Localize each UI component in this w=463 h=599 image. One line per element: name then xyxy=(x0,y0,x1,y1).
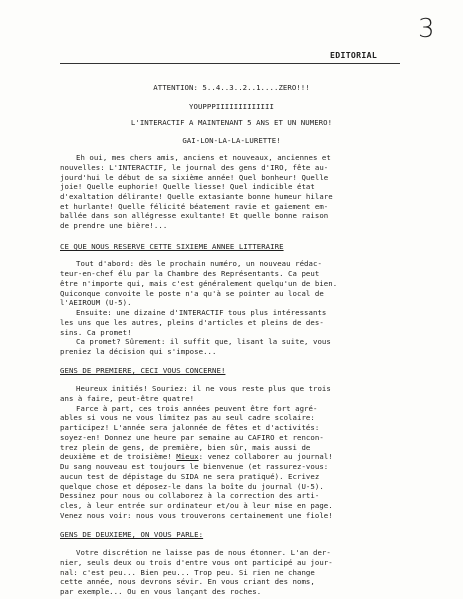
section2-text: deuxième et de troisième! xyxy=(60,452,172,462)
page-number: 3 xyxy=(418,14,435,44)
emphasis-mieux: Mieux xyxy=(176,452,199,462)
section1-line: les uns que les autres, pleins d'articles et pleins de des- xyxy=(60,317,324,327)
section-label: EDITORIAL xyxy=(330,50,378,60)
section1-line: Ca promet? Sûrement: il suffit que, lisant la suite, vous xyxy=(76,337,331,347)
section1-line: l'AEIROUM (U-5). xyxy=(60,298,132,308)
section1-line: preniez la décision qui s'impose... xyxy=(60,347,217,356)
section2-line: Farce à part, ces trois années peuvent être fort agré- xyxy=(76,403,318,413)
intro-line: joie! Quelle euphorie! Quelle liesse! Quel indicible état xyxy=(60,182,315,192)
header-rule xyxy=(60,63,400,64)
section2-line: soyez-en! Donnez une heure par semaine au CAFIRO et rencon- xyxy=(60,432,324,442)
section3-line: Votre discrétion ne laisse pas de nous étonner. L'an der- xyxy=(76,548,331,557)
intro-line: et hurlante! Quelle félicité béatement ravie et gaiement em- xyxy=(60,201,329,211)
section3-line: nal: c'est peu... Bien peu... Trop peu. Si rien ne change xyxy=(60,567,315,577)
section-heading-sixth-year: CE QUE NOUS RESERVE CETTE SIXIEME ANNEE LITTERAIRE xyxy=(60,241,284,251)
headline-anniversary: L'INTERACTIF A MAINTENANT 5 ANS ET UN NUMERO! xyxy=(130,118,333,128)
intro-line: jourd'hui le début de sa sixième année! Quel bonheur! Quelle xyxy=(60,172,329,182)
headline-cheer: YOUPPPIIIIIIIIIIIII xyxy=(189,101,274,111)
section3-line: par exemple... Ou en vous lançant des roches. xyxy=(60,587,262,596)
section3-line: nier, seuls deux ou trois d'entre vous ont participé au jour- xyxy=(60,557,333,567)
section1-line: sins. Ca promet! xyxy=(60,327,132,337)
intro-line: ballée dans son allégresse exultante! Et quelle bonne raison xyxy=(60,211,329,221)
section2-line: quelque chose et déposez-le dans la boîte du journal (U-5). xyxy=(60,481,324,491)
section2-line: Du sang nouveau est toujours le bienvenue (et rassurez-vous: xyxy=(60,462,329,472)
intro-line: d'exaltation délirante! Quelle extasiante bonne humeur hilare xyxy=(60,191,333,201)
section2-line: Dessinez pour nous ou collaborez à la correction des arti- xyxy=(60,491,320,501)
section-heading-first-year: GENS DE PREMIERE, CECI VOUS CONCERNE! xyxy=(60,366,226,376)
section1-line: teur-en-chef élu par la Chambre des Représentants. Ca peut xyxy=(60,269,320,278)
headline-refrain: GAI-LON-LA-LA-LURETTE! xyxy=(182,136,281,146)
section2-line: participez! L'année sera jalonnée de fêtes et d'activités: xyxy=(60,423,320,433)
section2-line: Heureux initiés! Souriez: il ne vous reste plus que trois xyxy=(76,384,331,394)
section2-line: aucun test de dépistage du SIDA ne sera pratiqué). Ecrivez xyxy=(60,471,320,481)
section1-line: Quiconque convoite le poste n'a qu'à se pointer au local de xyxy=(60,288,324,298)
section3-line: cette année, nous devrons sévir. En vous criant des noms, xyxy=(60,577,315,587)
intro-line: Eh oui, mes chers amis, anciens et nouveaux, anciennes et xyxy=(76,153,331,162)
headline-countdown: ATTENTION: 5..4..3..2..1....ZERO!!! xyxy=(153,83,310,92)
section1-line: Ensuite: une dizaine d'INTERACTIF tous plus intéressants xyxy=(76,308,327,317)
section2-line: cles, à leur entrée sur ordinateur et/ou à leur mise en page. xyxy=(60,501,333,511)
section1-line: Tout d'abord: dès le prochain numéro, un nouveau rédac- xyxy=(76,259,322,269)
section2-line: ans à faire, peut-être quatre! xyxy=(60,393,195,403)
intro-line: nouvelles: L'INTERACTIF, le journal des gens d'IRO, fête au- xyxy=(60,162,329,172)
section-heading-second-year: GENS DE DEUXIEME, ON VOUS PARLE: xyxy=(60,530,204,540)
section2-line: trez plein de gens, de première, bien sûr, mais aussi de xyxy=(60,442,311,452)
section2-text: : venez collaborer au journal! xyxy=(198,452,333,462)
intro-line: de prendre une bière!... xyxy=(60,221,168,231)
section2-line: Venez nous voir: nous vous trouverons certainement une fiole! xyxy=(60,510,333,520)
section2-line: ables si vous ne vous limitez pas au seul cadre scolaire: xyxy=(60,413,315,423)
section1-line: être n'importe qui, mais c'est généralement quelqu'un de bien. xyxy=(60,278,338,288)
